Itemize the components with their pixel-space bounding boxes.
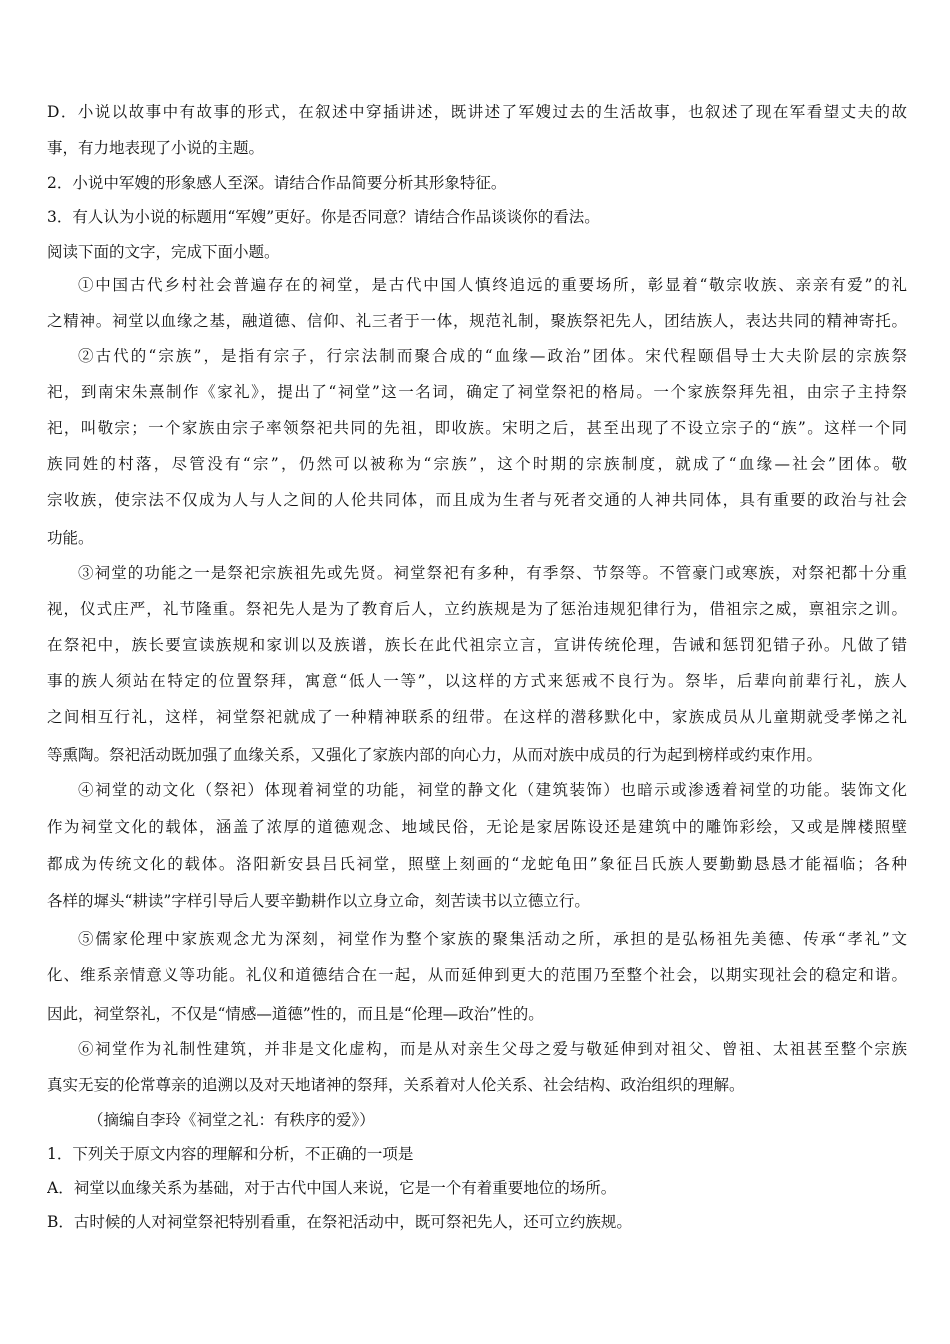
option-d-line-2: 事，有力地表现了小说的主题。 (47, 139, 265, 157)
para-5-line-2: 化、维系亲情意义等功能。礼仪和道德结合在一起，从而延伸到更大的范围乃至整个社会，以期实现社会的稳定和谐。 (47, 966, 907, 984)
option-a: A．祠堂以血缘关系为基础，对于古代中国人来说，它是一个有着重要地位的场所。 (47, 1179, 617, 1197)
para-1-line-1: ①中国古代乡村社会普遍存在的祠堂，是古代中国人慎终追远的重要场所，彰显着“敬宗收族、亲亲有爱”的礼 (78, 276, 907, 294)
para-1-line-2: 之精神。祠堂以血缘之基，融道德、信仰、礼三者于一体，规范礼制，聚族祭祀先人，团结族人，表达共同的精神寄托。 (47, 312, 907, 330)
para-2-line-5: 宗收族，使宗法不仅成为人与人之间的人伦共同体，而且成为生者与死者交通的人神共同体，具有重要的政治与社会 (47, 491, 907, 509)
para-2-line-4: 族同姓的村落，尽管没有“宗”，仍然可以被称为“宗族”，这个时期的宗族制度，就成了“血缘—社会”团体。敬 (47, 455, 907, 473)
option-b: B．古时候的人对祠堂祭祀特别看重，在祭祀活动中，既可祭祀先人，还可立约族规。 (47, 1213, 632, 1231)
para-4-line-2: 作为祠堂文化的载体，涵盖了浓厚的道德观念、地域民俗，无论是家居陈设还是建筑中的雕饰彩绘，又或是牌楼照壁 (47, 818, 907, 836)
para-2-line-2: 祀，到南宋朱熹制作《家礼》，提出了“祠堂”这一名词，确定了祠堂祭祀的格局。一个家族祭拜先祖，由宗子主持祭 (47, 383, 907, 401)
para-4-line-1: ④祠堂的动文化（祭祀）体现着祠堂的功能，祠堂的静文化（建筑装饰）也暗示或渗透着祠堂的功能。装饰文化 (78, 781, 907, 799)
reading-instruction: 阅读下面的文字，完成下面小题。 (47, 243, 280, 261)
para-3-line-2: 视，仪式庄严，礼节隆重。祭祀先人是为了教育后人，立约族规是为了惩治违规犯律行为，借祖宗之威，禀祖宗之训。 (47, 600, 907, 618)
para-2-line-3: 祀，叫敬宗；一个家族由宗子率领祭祀共同的先祖，即收族。宋明之后，甚至出现了不设立宗子的“族”。这样一个同 (47, 419, 907, 437)
question-3: 3．有人认为小说的标题用“军嫂”更好。你是否同意？请结合作品谈谈你的看法。 (47, 208, 600, 226)
para-6-line-2: 真实无妄的伦常尊亲的追溯以及对天地诸神的祭拜，关系着对人伦关系、社会结构、政治组织的理解。 (47, 1076, 745, 1094)
question-1: 1．下列关于原文内容的理解和分析，不正确的一项是 (47, 1145, 414, 1163)
para-3-line-1: ③祠堂的功能之一是祭祀宗族祖先或先贤。祠堂祭祀有多种，有季祭、节祭等。不管豪门或寒族，对祭祀都十分重 (78, 564, 907, 582)
para-3-line-6: 等熏陶。祭祀活动既加强了血缘关系，又强化了家族内部的向心力，从而对族中成员的行为起到榜样或约束作用。 (47, 746, 823, 764)
para-5-line-3: 因此，祠堂祭礼，不仅是“情感—道德”性的，而且是“伦理—政治”性的。 (47, 1005, 544, 1023)
para-3-line-4: 事的族人须站在特定的位置祭拜，寓意“低人一等”，以这样的方式来惩戒不良行为。祭毕，后辈向前辈行礼，族人 (47, 672, 907, 690)
option-d-line-1: D．小说以故事中有故事的形式，在叙述中穿插讲述，既讲述了军嫂过去的生活故事，也叙述了现在军看望丈夫的故 (47, 103, 907, 121)
para-3-line-5: 之间相互行礼，这样，祠堂祭祀就成了一种精神联系的纽带。在这样的潜移默化中，家族成员从儿童期就受孝悌之礼 (47, 708, 907, 726)
para-5-line-1: ⑤儒家伦理中家族观念尤为深刻，祠堂作为整个家族的聚集活动之所，承担的是弘杨祖先美德、传承“孝礼”文 (78, 930, 907, 948)
para-4-line-4: 各样的墀头“耕读”字样引导后人要辛勤耕作以立身立命，刻苦读书以立德立行。 (47, 892, 590, 910)
source-citation: （摘编自李玲《祠堂之礼：有秩序的爱》） (88, 1111, 375, 1129)
para-6-line-1: ⑥祠堂作为礼制性建筑，并非是文化虚构，而是从对亲生父母之爱与敬延伸到对祖父、曾祖、太祖甚至整个宗族 (78, 1040, 907, 1058)
question-2: 2．小说中军嫂的形象感人至深。请结合作品简要分析其形象特征。 (47, 174, 507, 192)
para-2-line-6: 功能。 (47, 529, 94, 547)
para-3-line-3: 在祭祀中，族长要宣读族规和家训以及族谱，族长在此代祖宗立言，宣讲传统伦理，告诫和惩罚犯错子孙。凡做了错 (47, 636, 907, 654)
para-2-line-1: ②古代的“宗族”，是指有宗子，行宗法制而聚合成的“血缘—政治”团体。宋代程颐倡导士大夫阶层的宗族祭 (78, 347, 907, 365)
para-4-line-3: 都成为传统文化的载体。洛阳新安县吕氏祠堂，照壁上刻画的“龙蛇龟田”象征吕氏族人要勤勤恳恳才能福临；各种 (47, 855, 907, 873)
